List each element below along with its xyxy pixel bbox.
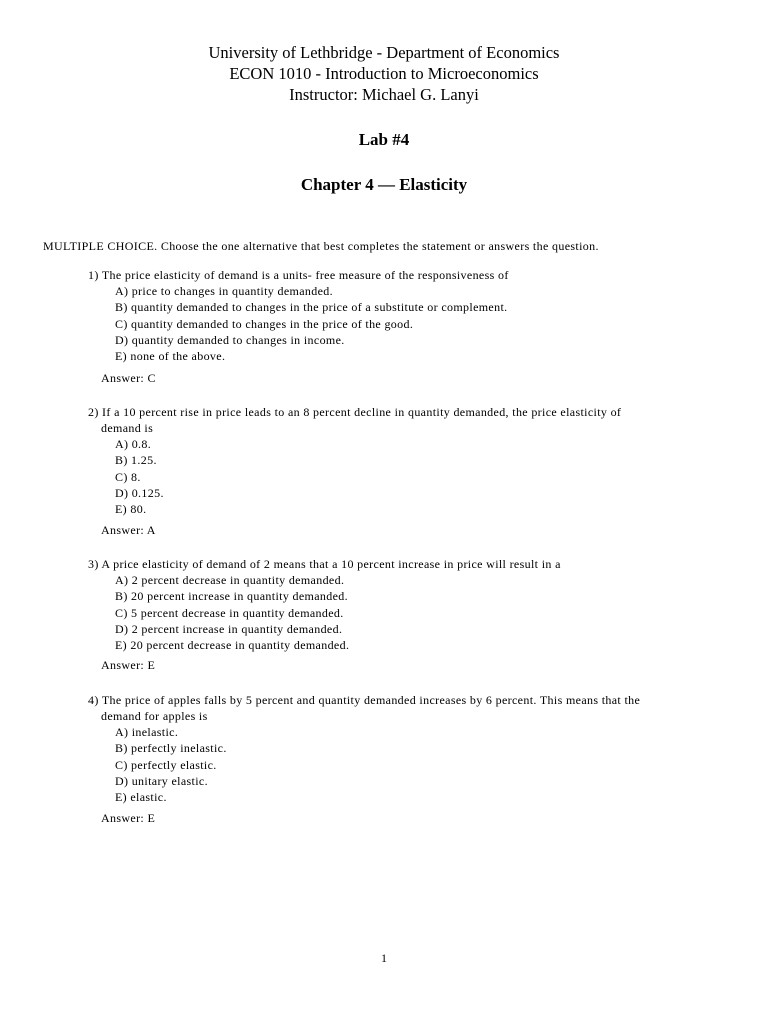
option-d: D) 0.125. — [115, 485, 164, 500]
option-e: E) elastic. — [115, 790, 167, 805]
answer: Answer: E — [101, 811, 156, 825]
option-b: B) quantity demanded to changes in the price of a substitute or complement. — [115, 300, 508, 315]
answer: Answer: E — [101, 658, 156, 672]
course-line: ECON 1010 - Introduction to Microeconomics — [229, 64, 539, 83]
option-e: E) none of the above. — [115, 349, 226, 364]
document-header — [0, 42, 768, 105]
option-a: A) inelastic. — [115, 725, 179, 739]
option-c: C) 8. — [115, 469, 141, 484]
university-line: University of Lethbridge - Department of Economics — [208, 43, 560, 62]
options-list — [115, 283, 688, 364]
answer: Answer: A — [101, 523, 156, 537]
option-d: D) quantity demanded to changes in income. — [115, 332, 345, 347]
option-d: D) 2 percent increase in quantity demanded. — [115, 621, 343, 636]
option-c: C) perfectly elastic. — [115, 757, 217, 772]
question-2 — [88, 404, 688, 537]
instructions: MULTIPLE CHOICE. Choose the one alternative that best completes the statement or answers the question. — [43, 239, 599, 253]
option-d: D) unitary elastic. — [115, 773, 208, 788]
question-stem: 4) The price of apples falls by 5 percent and quantity demanded increases by 6 percent. This means that the — [88, 693, 641, 707]
option-b: B) 20 percent increase in quantity demanded. — [115, 589, 348, 604]
option-a: A) 2 percent decrease in quantity demanded. — [115, 573, 345, 587]
question-4 — [88, 692, 688, 825]
option-a: A) price to changes in quantity demanded. — [115, 284, 333, 298]
answer: Answer: C — [101, 371, 156, 385]
options-list — [115, 724, 688, 805]
option-a: A) 0.8. — [115, 437, 152, 451]
question-stem: 2) If a 10 percent rise in price leads to an 8 percent decline in quantity demanded, the price elasticity of — [88, 405, 622, 419]
page-number: 1 — [381, 951, 387, 965]
question-stem: 1) The price elasticity of demand is a units- free measure of the responsiveness of — [88, 268, 509, 282]
options-list — [115, 436, 688, 517]
question-1 — [88, 267, 688, 385]
option-c: C) 5 percent decrease in quantity demanded. — [115, 605, 344, 620]
option-e: E) 20 percent decrease in quantity demanded. — [115, 638, 350, 653]
question-stem: 3) A price elasticity of demand of 2 means that a 10 percent increase in price will result in a — [88, 557, 561, 571]
chapter-title: Chapter 4 — Elasticity — [300, 175, 468, 194]
option-c: C) quantity demanded to changes in the price of the good. — [115, 316, 414, 331]
question-stem-continued: demand for apples is — [101, 709, 208, 723]
instructor-line: Instructor: Michael G. Lanyi — [289, 85, 479, 104]
option-b: B) 1.25. — [115, 453, 157, 468]
options-list — [115, 572, 688, 653]
question-stem-continued: demand is — [101, 421, 154, 435]
option-e: E) 80. — [115, 502, 147, 517]
question-3 — [88, 556, 688, 672]
option-b: B) perfectly inelastic. — [115, 741, 227, 756]
lab-title: Lab #4 — [358, 130, 410, 149]
